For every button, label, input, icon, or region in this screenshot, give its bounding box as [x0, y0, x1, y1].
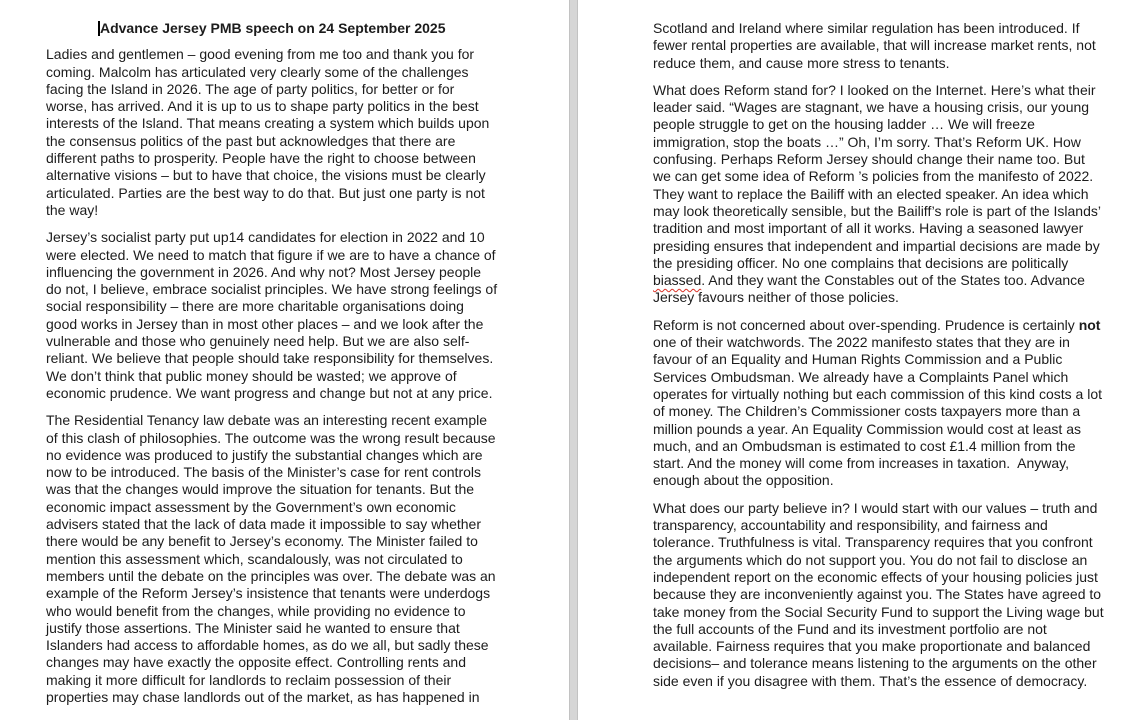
- text-line[interactable]: the full accounts of the Fund and its investment portfolio are not: [653, 620, 1047, 637]
- text-line[interactable]: immigration, stop the boats …” Oh, I’m sorry. That’s Reform UK. How: [653, 133, 1081, 150]
- text-line[interactable]: economic prudence. We want progress and change but not at any price.: [46, 384, 493, 401]
- text-line[interactable]: take money from the Social Security Fund to support the Living wage but: [653, 603, 1104, 620]
- text-line[interactable]: justify those assertions. The Minister said he wanted to ensure that: [46, 619, 460, 636]
- text-line[interactable]: the presiding officer. No one complains that decisions are politically: [653, 254, 1069, 271]
- text-line[interactable]: mention this assessment which, scandalously, was not circulated to: [46, 550, 463, 567]
- text-line[interactable]: of money. The Children’s Commissioner costs taxpayers more than a: [653, 403, 1081, 420]
- text-line[interactable]: changes may have exactly the opposite effect. Controlling rents and: [46, 654, 466, 671]
- paragraph[interactable]: [653, 500, 1105, 690]
- text-line[interactable]: Scotland and Ireland where similar regulation has been introduced. If: [653, 20, 1080, 36]
- text-line[interactable]: tolerance. Truthfulness is vital. Transparency requires that you confront: [653, 534, 1093, 551]
- text-line[interactable]: articulated. Parties are the best way to do that. But just one party is not: [46, 184, 485, 201]
- text-line[interactable]: vulnerable and those who genuinely need help. But we are also self-: [46, 333, 470, 350]
- text-line[interactable]: do not, I believe, embrace socialist principles. We have strong feelings of: [46, 281, 498, 298]
- text-line[interactable]: may look theoretically sensible, but the Bailiff’s role is part of the Islands’: [653, 202, 1101, 219]
- text-line[interactable]: advisers stated that the lack of data made it impossible to say whether: [46, 516, 482, 533]
- text-line[interactable]: fewer rental properties are available, that will increase market rents, not: [653, 37, 1096, 54]
- text-line[interactable]: properties may chase landlords out of the market, as has happened in: [46, 688, 480, 705]
- text-line[interactable]: side even if you disagree with them. That’s the essence of democracy.: [653, 672, 1088, 689]
- text-line[interactable]: Ladies and gentlemen – good evening from me too and thank you for: [46, 46, 475, 63]
- text-line[interactable]: independent report on the economic effects of your housing policies just: [653, 568, 1098, 585]
- text-line[interactable]: the way!: [46, 201, 99, 218]
- text-line[interactable]: because they are inconveniently against you. The States have agreed to: [653, 586, 1102, 603]
- text-line[interactable]: now to be introduced. The basis of the Minister’s case for rent controls: [46, 464, 482, 481]
- document-title[interactable]: Advance Jersey PMB speech on 24 September 2025: [99, 20, 446, 36]
- text-line[interactable]: available. Fairness requires that you make proportionate and balanced: [653, 638, 1091, 655]
- text-line[interactable]: interests of the Island. That means creating a system which builds upon: [46, 115, 490, 132]
- text-line[interactable]: social responsibility – there are more charitable organisations doing: [46, 298, 464, 315]
- text-line[interactable]: Services Ombudsman. We already have a Complaints Panel which: [653, 368, 1069, 385]
- text-line[interactable]: members until the debate on the principles was over. The debate was an: [46, 567, 496, 584]
- text-line[interactable]: coming. Malcolm has articulated very clearly some of the challenges: [46, 63, 469, 80]
- text-line[interactable]: there would be any benefit to Jersey’s economy. The Minister failed to: [46, 533, 478, 550]
- text-line[interactable]: much, and an Ombudsman is estimated to cost £1.4 million from the: [653, 437, 1076, 454]
- text-line[interactable]: we can get some idea of Reform ’s policies from the manifesto of 2022.: [653, 168, 1094, 185]
- paragraph[interactable]: [653, 317, 1105, 490]
- text-line[interactable]: who would benefit from the changes, while providing no evidence to: [46, 602, 466, 619]
- text-line[interactable]: presiding ensures that independent and impartial decisions are made by: [653, 237, 1100, 254]
- text-line[interactable]: enough about the opposition.: [653, 472, 834, 489]
- text-line[interactable]: operates for virtually nothing but each commission of this kind costs a lot: [653, 385, 1102, 402]
- text-line[interactable]: facing the Island in 2026. The age of party politics, for better or for: [46, 80, 455, 97]
- page-2[interactable]: [578, 0, 1147, 720]
- text-line[interactable]: biassed. And they want the Constables out of the States too. Advance: [653, 272, 1085, 289]
- paragraph[interactable]: [46, 46, 498, 219]
- text-line[interactable]: making it more difficult for landlords to reclaim possession of their: [46, 671, 452, 688]
- text-line[interactable]: decisions– and tolerance means listening to the arguments on the other: [653, 655, 1097, 672]
- page-1[interactable]: [0, 0, 569, 720]
- text-line[interactable]: reliant. We believe that people should take responsibility for themselves.: [46, 350, 494, 367]
- text-line[interactable]: favour of an Equality and Human Rights Commission and a Public: [653, 351, 1063, 368]
- text-line[interactable]: the consensus politics of the past but acknowledges that there are: [46, 132, 456, 149]
- text-line[interactable]: Islanders had access to affordable homes, as do we all, but sadly these: [46, 637, 489, 654]
- text-line[interactable]: Jersey’s socialist party put up14 candidates for election in 2022 and 10: [46, 229, 485, 246]
- text-line[interactable]: reduce them, and cause more stress to tenants.: [653, 54, 950, 71]
- text-line[interactable]: start. And the money will come from increases in taxation. Anyway,: [653, 455, 1070, 472]
- text-line[interactable]: We don’t think that public money should be wasted; we approve of: [46, 367, 457, 384]
- text-line[interactable]: different paths to prosperity. People have the right to choose between: [46, 150, 476, 167]
- text-line[interactable]: of this clash of philosophies. The outcome was the wrong result because: [46, 429, 496, 446]
- paragraph[interactable]: [653, 82, 1105, 307]
- text-line[interactable]: alternative visions – but to have that choice, the visions must be clearly: [46, 167, 486, 184]
- text-line[interactable]: people struggle to get on the housing ladder … We will freeze: [653, 116, 1035, 133]
- text-line[interactable]: good works in Jersey than in most other places – and we look after the: [46, 315, 484, 332]
- text-line[interactable]: They want to replace the Bailiff with an elected speaker. An idea which: [653, 185, 1089, 202]
- text-line[interactable]: confusing. Perhaps Reform Jersey should change their name too. But: [653, 151, 1085, 168]
- text-line[interactable]: economic impact assessment by the Government’s own economic: [46, 498, 456, 515]
- text-line[interactable]: worse, has arrived. And it is up to us to shape party politics in the best: [46, 98, 479, 115]
- page-1-text: [46, 20, 498, 716]
- page-gap: [569, 0, 578, 720]
- text-line[interactable]: What does Reform stand for? I looked on the Internet. Here’s what their: [653, 81, 1096, 98]
- paragraph[interactable]: [46, 412, 498, 706]
- paragraph[interactable]: [46, 229, 498, 402]
- text-line[interactable]: example of the Reform Jersey’s insistence that tenants were underdogs: [46, 585, 491, 602]
- text-line[interactable]: The Residential Tenancy law debate was an interesting recent example: [46, 412, 487, 429]
- text-line[interactable]: leader said. “Wages are stagnant, we have a housing crisis, our young: [653, 99, 1090, 116]
- text-line[interactable]: transparency, accountability and responsibility, and fairness and: [653, 517, 1048, 534]
- text-line[interactable]: were elected. We need to match that figure if we are to have a chance of: [46, 246, 496, 263]
- bold-text[interactable]: not: [1078, 316, 1101, 333]
- page-2-text: [653, 20, 1105, 700]
- text-line[interactable]: Reform is not concerned about over-spending. Prudence is certainly not: [653, 316, 1101, 333]
- text-line[interactable]: Jersey favours neither of those policies.: [653, 289, 899, 306]
- text-line[interactable]: million pounds a year. An Equality Commission would cost at least as: [653, 420, 1081, 437]
- text-line[interactable]: What does our party believe in? I would start with our values – truth and: [653, 499, 1098, 516]
- paragraph[interactable]: [653, 20, 1105, 72]
- text-line[interactable]: was that the changes would improve the situation for tenants. But the: [46, 481, 475, 498]
- title-line[interactable]: [46, 20, 498, 37]
- text-line[interactable]: no evidence was produced to justify the substantial changes which are: [46, 446, 483, 463]
- text-line[interactable]: tradition and most important of all it works. Having a seasoned lawyer: [653, 220, 1084, 237]
- text-line[interactable]: the arguments which do not support you. You do not fail to disclose an: [653, 551, 1088, 568]
- misspelled-word[interactable]: biassed: [653, 272, 702, 289]
- text-line[interactable]: influencing the government in 2026. And why not? Most Jersey people: [46, 263, 482, 280]
- text-line[interactable]: one of their watchwords. The 2022 manifesto states that they are in: [653, 334, 1070, 351]
